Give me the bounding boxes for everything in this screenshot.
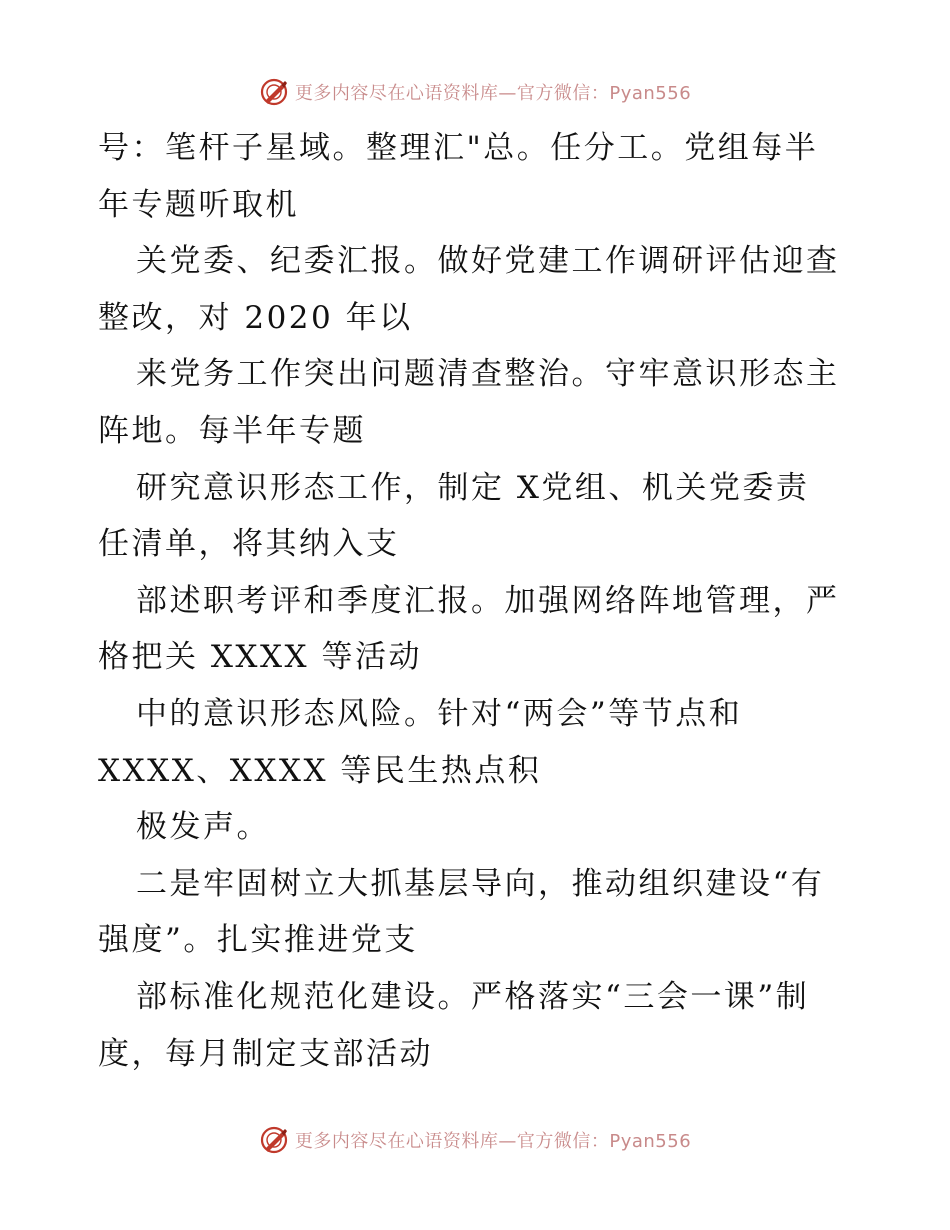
body-line: 来党务工作突出问题清查整治。守牢意识形态主 <box>136 356 840 393</box>
body-line: 整改，对 2020 年以 <box>98 299 413 336</box>
body-line: 部标准化规范化建设。严格落实“三会一课”制 <box>136 978 810 1015</box>
body-line: 号：笔杆子星域。整理汇"总。任分工。党组每半 <box>98 130 819 166</box>
body-line: 关党委、纪委汇报。做好党建工作调研评估迎查 <box>136 243 840 280</box>
body-line: 年专题听取机 <box>98 186 299 223</box>
body-line: 任清单，将其纳入支 <box>98 526 400 563</box>
body-line: 二是牢固树立大抓基层导向，推动组织建设“有 <box>136 865 825 902</box>
body-line: 强度”。扎实推进党支 <box>98 922 418 959</box>
body-line: 中的意识形态风险。针对“两会”等节点和 <box>136 695 743 732</box>
body-line: 部述职考评和季度汇报。加强网络阵地管理，严 <box>136 582 840 619</box>
body-line: 格把关 XXXX 等活动 <box>98 639 422 676</box>
body-line: XXXX、XXXX 等民生热点积 <box>98 752 542 789</box>
header-banner <box>0 70 950 114</box>
body-line: 度，每月制定支部活动 <box>98 1035 433 1072</box>
pen-logo-icon <box>259 1125 289 1155</box>
footer-banner-text: 更多内容尽在心语资料库—官方微信：Pyan556 <box>294 1131 692 1152</box>
body-line: 极发声。 <box>136 809 270 846</box>
header-banner-text: 更多内容尽在心语资料库—官方微信：Pyan556 <box>294 83 692 104</box>
body-line: 研究意识形态工作，制定 X党组、机关党委责 <box>136 469 810 506</box>
footer-banner <box>0 1118 950 1162</box>
pen-logo-icon <box>259 77 289 107</box>
document-body <box>98 120 858 1110</box>
body-line: 阵地。每半年专题 <box>98 412 366 449</box>
